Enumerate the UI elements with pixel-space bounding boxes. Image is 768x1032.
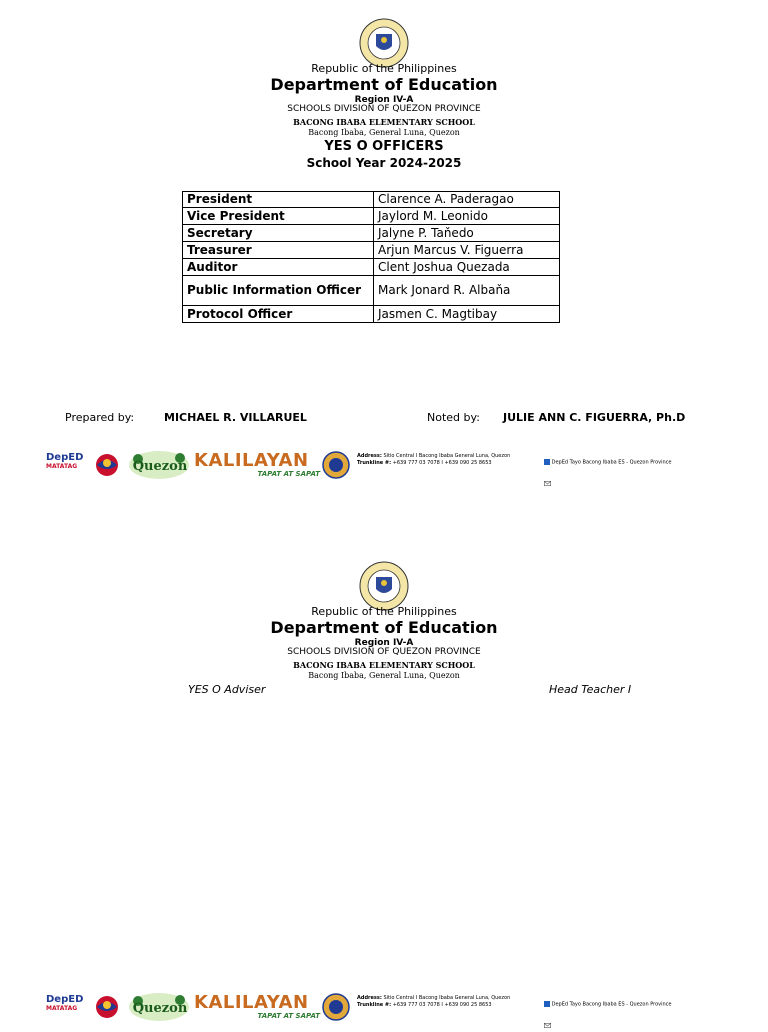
deped-seal [359,561,409,611]
page-footer [46,990,746,1026]
kalilayan-logo: KALILAYAN TAPAT AT SAPAT [194,450,320,478]
facebook-icon [544,1001,550,1007]
footer-facebook[interactable]: DepEd Tayo Bacong Ibaba ES - Quezon Province [544,1001,672,1009]
officer-name-cell: Mark Jonard R. Albaňa [374,276,560,306]
footer-facebook[interactable]: DepEd Tayo Bacong Ibaba ES - Quezon Province [544,459,672,467]
facebook-icon [544,459,550,465]
position-cell: Auditor [183,259,374,276]
position-cell: Treasurer [183,242,374,259]
prepared-by-role: YES O Adviser [188,683,266,696]
deped-quezon-logo: Quezon [128,991,190,1023]
position-cell: Secretary [183,225,374,242]
table-row [183,306,560,323]
region-line: Region IV-A [354,638,414,648]
bagong-pilipinas-logo [92,993,122,1023]
position-cell: President [183,192,374,208]
page-footer [46,448,746,484]
officer-name-cell: Arjun Marcus V. Figuerra [374,242,560,259]
deped-quezon-logo: Quezon [128,449,190,481]
noted-by-role: Head Teacher I [549,683,632,696]
republic-line: Republic of the Philippines [311,605,457,618]
bagong-pilipinas-logo [92,451,122,481]
deped-matatag-logo: DepED MATATAG [46,994,84,1012]
officer-name-cell: Clent Joshua Quezada [374,259,560,276]
deped-matatag-logo: DepED MATATAG [46,452,84,470]
school-seal [322,451,350,479]
position-cell: Vice President [183,208,374,225]
officers-table [182,191,560,323]
position-cell: Public Information Officer [183,276,374,306]
deped-seal [359,18,409,68]
kalilayan-logo: KALILAYAN TAPAT AT SAPAT [194,992,320,1020]
division-line: SCHOOLS DIVISION OF QUEZON PROVINCE [287,104,481,114]
region-line: Region IV-A [354,95,414,105]
table-row [183,208,560,225]
officer-name-cell: Jasmen C. Magtibay [374,306,560,323]
officer-name-cell: Jaylord M. Leonido [374,208,560,225]
table-row [183,242,560,259]
school-address: Bacong Ibaba, General Luna, Quezon [308,128,460,137]
position-cell: Protocol Officer [183,306,374,323]
prepared-by-name: MICHAEL R. VILLARUEL [164,411,307,424]
department-title: Department of Education [270,618,498,637]
document-title: YES O OFFICERS [324,139,444,154]
prepared-by-label: Prepared by: [65,411,135,424]
table-row [183,259,560,276]
email-icon [544,1013,551,1032]
footer-contact: Address: Sitio Central I Bacong Ibaba General Luna, Quezon Trunkline #: +639 777 03 7078 I +639 090 25 8653 [357,453,511,466]
table-row [183,192,560,208]
officer-name-cell: Clarence A. Paderagao [374,192,560,208]
noted-by-name: JULIE ANN C. FIGUERRA, Ph.D [503,411,686,424]
school-address: Bacong Ibaba, General Luna, Quezon [308,671,460,680]
school-seal [322,993,350,1021]
noted-by-label: Noted by: [427,411,480,424]
department-title: Department of Education [270,75,498,94]
school-name: BACONG IBABA ELEMENTARY SCHOOL [293,117,475,127]
school-year: School Year 2024-2025 [306,156,462,170]
email-icon [544,471,551,490]
division-line: SCHOOLS DIVISION OF QUEZON PROVINCE [287,647,481,657]
table-row [183,276,560,306]
table-row [183,225,560,242]
footer-contact: Address: Sitio Central I Bacong Ibaba General Luna, Quezon Trunkline #: +639 777 03 7078 I +639 090 25 8653 [357,995,511,1008]
republic-line: Republic of the Philippines [311,62,457,75]
school-name: BACONG IBABA ELEMENTARY SCHOOL [293,660,475,670]
officer-name-cell: Jalyne P. Taňedo [374,225,560,242]
